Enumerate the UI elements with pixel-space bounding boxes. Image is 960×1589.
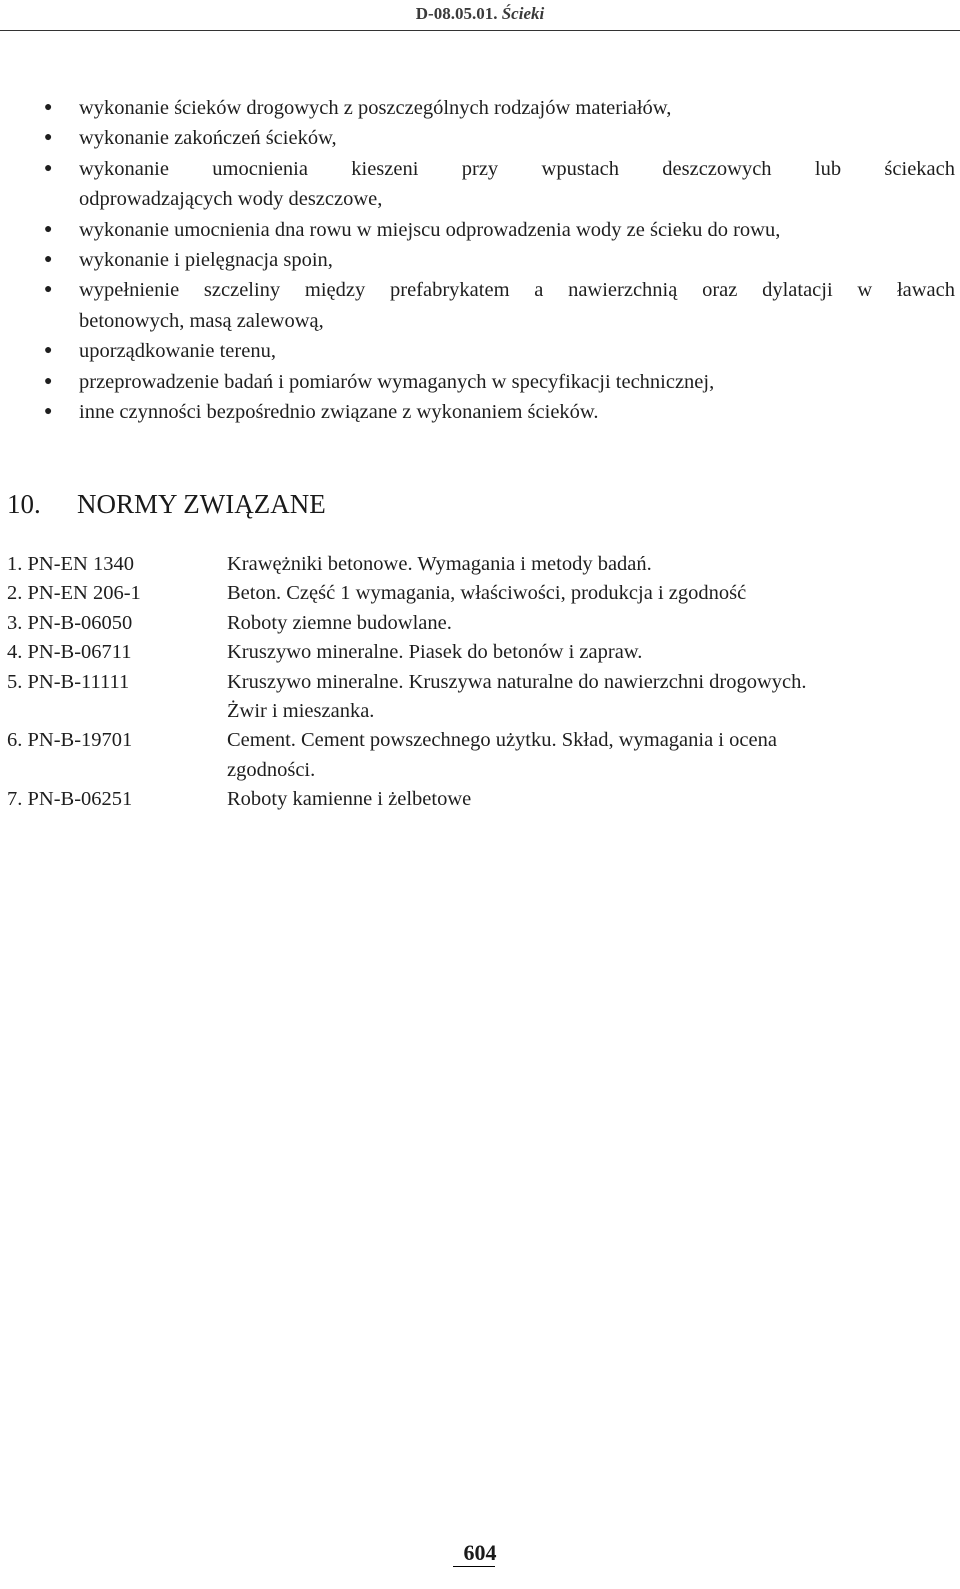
norm-code: 7. PN-B-06251 bbox=[7, 788, 133, 811]
list-item-text: wykonanie ścieków drogowych z poszczególnych rodzajów materiałów, bbox=[79, 97, 672, 119]
list-item bbox=[40, 367, 955, 397]
norm-row bbox=[7, 609, 952, 638]
norm-code: 1. PN-EN 1340 bbox=[7, 553, 134, 575]
norm-code: 3. PN-B-06050 bbox=[7, 611, 133, 634]
norm-description-line: Beton. Część 1 wymagania, właściwości, produkcja i zgodność bbox=[227, 582, 747, 605]
norm-description bbox=[227, 726, 952, 785]
bullet-icon: ● bbox=[44, 252, 53, 268]
list-item-text: wykonanie zakończeń ścieków, bbox=[79, 127, 337, 150]
norm-description-line: Roboty ziemne budowlane. bbox=[227, 611, 452, 634]
norm-row bbox=[7, 726, 952, 785]
norm-row bbox=[7, 638, 952, 667]
list-item-text-continuation: betonowych, masą zalewową, bbox=[79, 309, 324, 332]
norm-code: 5. PN-B-11111 bbox=[7, 670, 130, 693]
norm-description bbox=[227, 609, 952, 638]
norm-description-line: Kruszywo mineralne. Kruszywa naturalne do nawierzchni drogowych. bbox=[227, 670, 807, 693]
norm-description bbox=[227, 579, 952, 608]
norm-description-line: zgodności. bbox=[227, 758, 316, 781]
bullet-icon: ● bbox=[44, 100, 53, 115]
list-item bbox=[40, 245, 955, 275]
list-item-text: przeprowadzenie badań i pomiarów wymaganych w specyfikacji technicznej, bbox=[79, 370, 715, 393]
list-item bbox=[40, 397, 955, 427]
norm-description-line: Żwir i mieszanka. bbox=[227, 700, 375, 723]
list-item-text: wykonanie umocnienia kieszeni przy wpustach deszczowych lub ściekach bbox=[79, 157, 955, 180]
norm-code: 2. PN-EN 206-1 bbox=[7, 582, 141, 605]
list-item-text: wykonanie i pielęgnacja spoin, bbox=[79, 249, 333, 272]
list-item bbox=[40, 275, 955, 336]
list-item bbox=[40, 123, 955, 153]
norm-code: 4. PN-B-06711 bbox=[7, 641, 132, 664]
bullet-icon: ● bbox=[44, 404, 53, 420]
list-item bbox=[40, 215, 955, 245]
bullet-icon: ● bbox=[44, 221, 53, 237]
norm-row bbox=[7, 550, 952, 579]
list-item bbox=[40, 154, 955, 215]
section-title: NORMY ZWIĄZANE bbox=[77, 489, 326, 519]
norms-list bbox=[7, 550, 952, 815]
norm-description-line: Cement. Cement powszechnego użytku. Skład, wymagania i ocena bbox=[227, 729, 777, 752]
list-item-text: uporządkowanie terenu, bbox=[79, 340, 276, 363]
norm-description-line: Krawężniki betonowe. Wymagania i metody badań. bbox=[227, 553, 652, 575]
norm-row bbox=[7, 579, 952, 608]
bullet-icon: ● bbox=[44, 343, 53, 359]
norm-row bbox=[7, 785, 952, 814]
norm-description-line: Kruszywo mineralne. Piasek do betonów i zapraw. bbox=[227, 641, 643, 664]
norm-description bbox=[227, 668, 952, 727]
document-title: Ścieki bbox=[501, 4, 545, 23]
bullet-icon: ● bbox=[44, 160, 53, 176]
bullet-icon: ● bbox=[44, 282, 53, 298]
list-item bbox=[40, 93, 955, 123]
list-item-text: wypełnienie szczeliny między prefabrykatem a nawierzchnią oraz dylatacji w ławach bbox=[79, 279, 955, 302]
header-divider bbox=[0, 30, 960, 31]
norm-description bbox=[227, 550, 952, 579]
scope-of-work-list bbox=[40, 93, 955, 427]
norm-description bbox=[227, 785, 952, 814]
section-heading bbox=[7, 484, 326, 524]
section-number: 10. bbox=[7, 489, 41, 519]
norm-code: 6. PN-B-19701 bbox=[7, 729, 133, 752]
list-item-text: wykonanie umocnienia dna rowu w miejscu odprowadzenia wody ze ścieku do rowu, bbox=[79, 218, 781, 241]
page-number: 604 bbox=[463, 1540, 497, 1565]
list-item-text-continuation: odprowadzających wody deszczowe, bbox=[79, 188, 383, 211]
document-code: D-08.05.01. bbox=[415, 4, 498, 23]
bullet-icon: ● bbox=[44, 373, 53, 389]
norm-description-line: Roboty kamienne i żelbetowe bbox=[227, 788, 472, 811]
page-number-underline bbox=[453, 1566, 495, 1567]
norm-row bbox=[7, 668, 952, 727]
list-item-text: inne czynności bezpośrednio związane z wykonaniem ścieków. bbox=[79, 401, 599, 424]
running-header bbox=[0, 4, 960, 24]
list-item bbox=[40, 336, 955, 366]
norm-description bbox=[227, 638, 952, 667]
bullet-icon: ● bbox=[44, 130, 53, 146]
